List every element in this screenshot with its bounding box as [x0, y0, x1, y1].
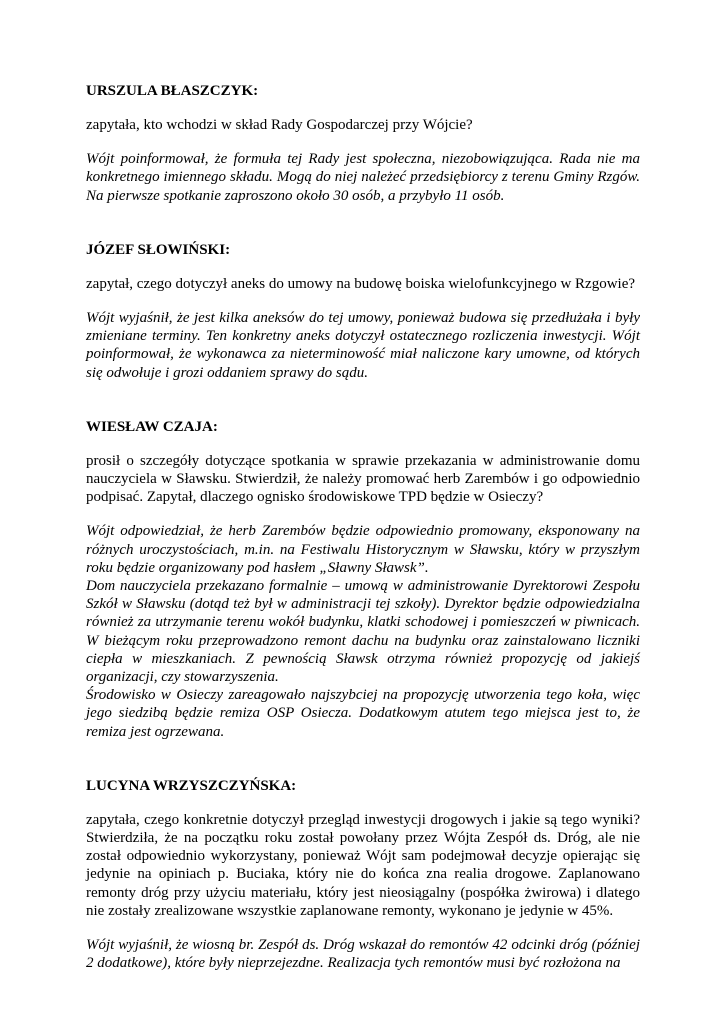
document-page — [86, 82, 640, 973]
speaker-name: WIESŁAW CZAJA: — [86, 418, 218, 435]
speaker-name: URSZULA BŁASZCZYK: — [86, 83, 259, 99]
section-lucyna-wrzyszczynska — [86, 777, 640, 973]
answer-text: Wójt wyjaśnił, że wiosną br. Zespół ds. Dróg wskazał do remontów 42 odcinki dróg (później 2 dodatkowe), które były nieprzejezdne. Realizacja tych remontów musi być rozłożona na — [86, 937, 640, 972]
section-jozef-slowinski — [86, 241, 640, 382]
answer-text: Środowisko w Osieczy zareagowało najszybciej na propozycję utworzenia tego koła, więc jego siedzibą będzie remiza OSP Osiecza. Dodatkowym atutem tego miejsca jest to, że remiza jest ogrzewana. — [86, 687, 640, 740]
section-urszula-blaszczyk — [86, 82, 640, 205]
question-text: zapytała, czego konkretnie dotyczył przegląd inwestycji drogowych i jakie są tego wyniki? Stwierdziła, że na początku roku został powołany przez Wójta Zespół ds. Dróg, ale nie został odpowiednio wykorzystany, ponieważ Wójt sam podejmował decyzje opierając się jedynie na opiniach p. Buciaka, który nie do końca zna realia drogowe. Zaplanowano remonty dróg przy użyciu materiału, który jest nieosiągalny (pospółka żwirowa) i dlatego nie zostały zrealizowane wszystkie zaplanowane remonty, wykonano je jedynie w 45%. — [86, 811, 640, 919]
question-text: prosił o szczegóły dotyczące spotkania w sprawie przekazania w administrowanie domu nauczyciela w Sławsku. Stwierdził, że należy promować herb Zarembów i go odpowiednio podpisać. Zapytał, dlaczego ognisko środowiskowe TPD będzie w Osieczy? — [86, 452, 640, 506]
speaker-name: JÓZEF SŁOWIŃSKI: — [86, 241, 231, 258]
answer-text: Wójt poinformował, że formuła tej Rady jest społeczna, niezobowiązująca. Rada nie ma konkretnego imiennego składu. Mogą do niej należeć przedsiębiorcy z terenu Gminy Rzgów. Na pierwsze spotkanie zaproszono około 30 osób, a przybyło 11 osób. — [86, 151, 640, 204]
question-text: zapytała, kto wchodzi w skład Rady Gospodarczej przy Wójcie? — [86, 117, 473, 133]
question-text: zapytał, czego dotyczył aneks do umowy na budowę boiska wielofunkcyjnego w Rzgowie? — [86, 275, 636, 292]
answer-text: Wójt wyjaśnił, że jest kilka aneksów do tej umowy, ponieważ budowa się przedłużała i były zmieniane terminy. Ten konkretny aneks dotyczył ostatecznego rozliczenia inwestycji. Wójt poinformował, że wykonawca za nieterminowość miał naliczone kary umowne, od których się odwołuje i grozi oddaniem sprawy do sądu. — [86, 310, 640, 381]
answer-text: Dom nauczyciela przekazano formalnie – umową w administrowanie Dyrektorowi Zespołu Szkół w Sławsku (dotąd też był w administracji tej szkoły). Dyrektor będzie odpowiedzialna również za utrzymanie terenu wokół budynku, klatki schodowej i pomieszczeń w piwnicach. W bieżącym roku przeprowadzono remont dachu na budynku oraz zainstalowano liczniki ciepła w mieszkaniach. Z pewnością Sławsk otrzyma również propozycję od jakiejś organizacji, czy stowarzyszenia. — [86, 578, 640, 686]
speaker-name: LUCYNA WRZYSZCZYŃSKA: — [86, 777, 297, 794]
answer-text: Wójt odpowiedział, że herb Zarembów będzie odpowiednio promowany, eksponowany na różnych uroczystościach, m.in. na Festiwalu Historycznym w Sławsku, który w przyszłym roku będzie organizowany pod hasłem „Sławny Sławsk”. — [86, 523, 640, 576]
section-wieslaw-czaja — [86, 418, 640, 741]
